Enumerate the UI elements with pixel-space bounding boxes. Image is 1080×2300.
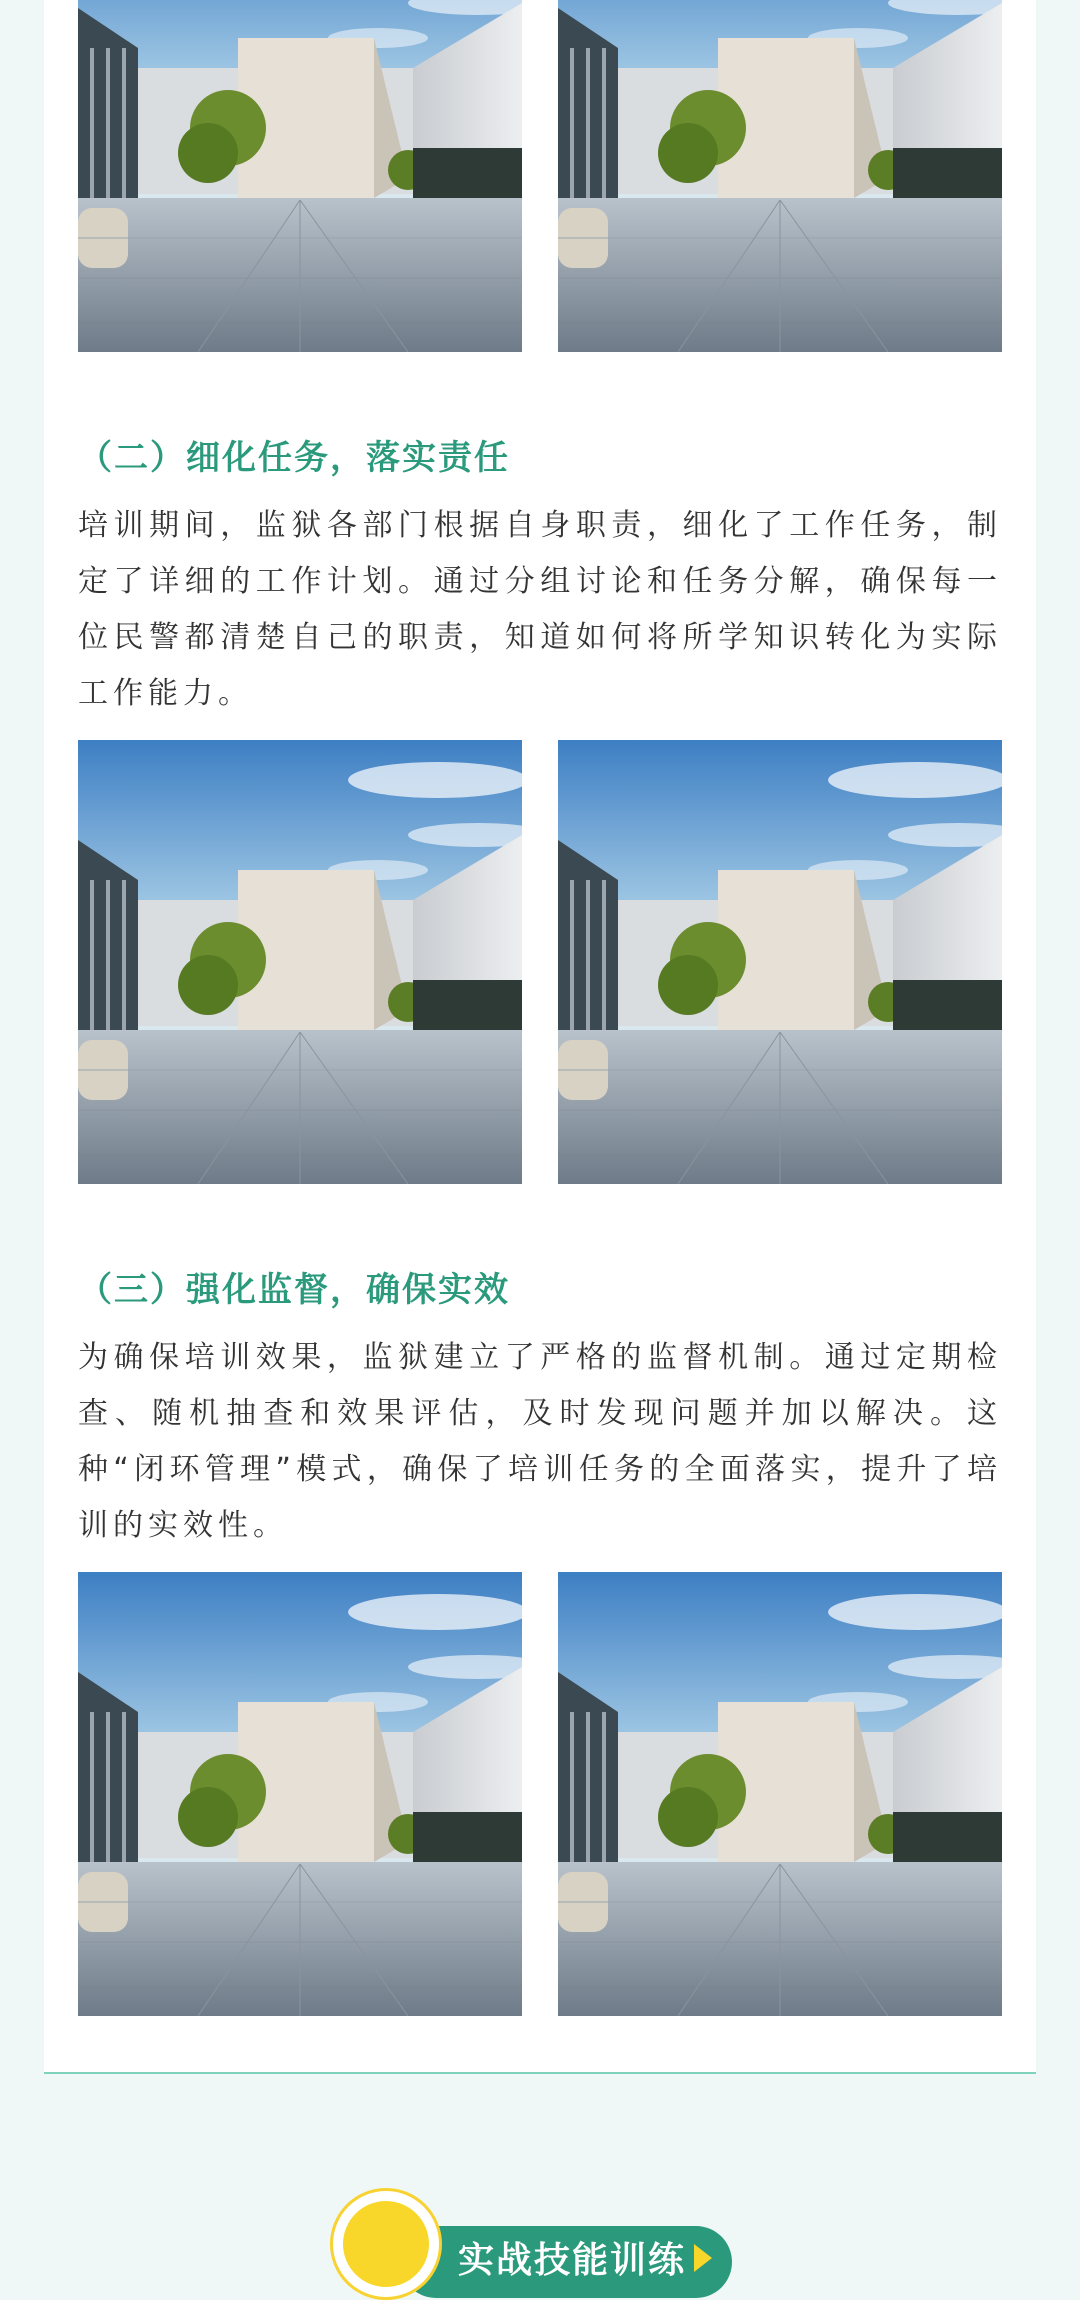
building-photo-1	[78, 0, 522, 352]
next-section-badge	[330, 2188, 750, 2281]
building-photo-5	[78, 1572, 522, 2016]
badge-number-circle-inner	[343, 2201, 429, 2287]
section-body-3: 为确保培训效果，监狱建立了严格的监督机制。通过定期检查、随机抽查和效果评估，及时发现问题并加以解决。这种“闭环管理”模式，确保了培训任务的全面落实，提升了培训的实效性。	[78, 1340, 1002, 1543]
badge-number-circle	[330, 2188, 442, 2300]
building-photo-4	[558, 740, 1002, 1184]
building-photo-2	[558, 0, 1002, 352]
section-heading-3: （三）强化监督，确保实效	[78, 1270, 510, 1310]
section-heading-2: （二）细化任务，落实责任	[78, 438, 510, 478]
building-photo-6	[558, 1572, 1002, 2016]
play-arrow-icon	[694, 2244, 712, 2272]
section-body-2: 培训期间，监狱各部门根据自身职责，细化了工作任务，制定了详细的工作计划。通过分组讨论和任务分解，确保每一位民警都清楚自己的职责，知道如何将所学知识转化为实际工作能力。	[78, 508, 1002, 711]
building-photo-3	[78, 740, 522, 1184]
card-bottom-divider	[44, 2072, 1036, 2074]
next-section-title: 实战技能训练	[458, 2240, 687, 2281]
